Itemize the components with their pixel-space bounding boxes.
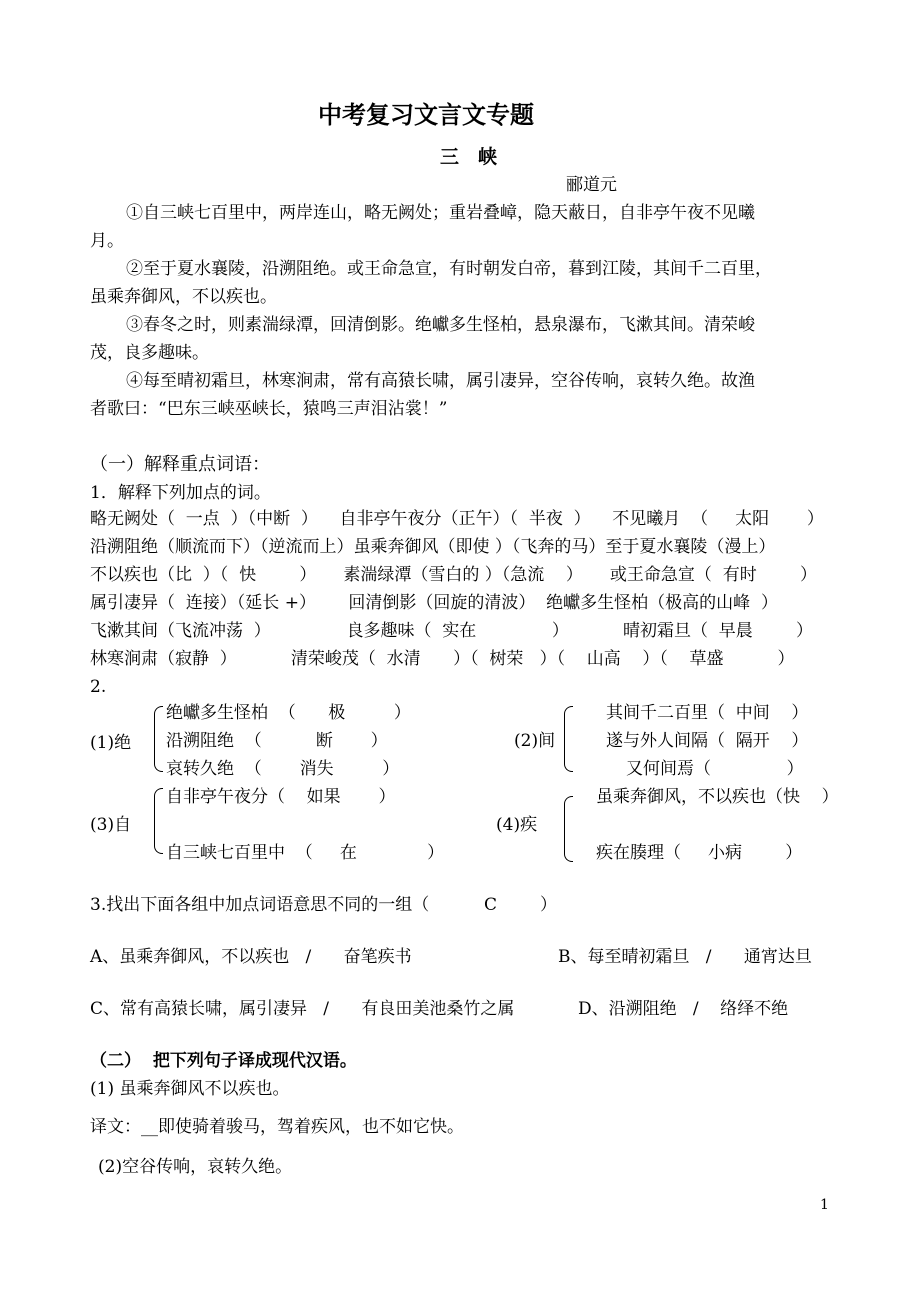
passage-line: ④每至晴初霜旦，林寒涧肃，常有高猿长啸，属引凄异，空谷传响，哀转久绝。故渔: [126, 371, 755, 391]
jue-item: 绝巘多生怪柏 （ 极 ）: [166, 703, 411, 723]
question-3: 3.找出下面各组中加点词语意思不同的一组（: [90, 895, 430, 915]
passage-line: 虽乘奔御风，不以疾也。: [90, 287, 277, 307]
zi-label: (3)自: [90, 815, 132, 835]
vocab-line: 略无阙处（ 一点 ）（中断 ） 自非亭午夜分（正午）（ 半夜 ） 不见曦月 （ 太阳 ）: [90, 509, 824, 529]
option-c: C、常有高猿长啸，属引凄异 / 有良田美池桑竹之属: [90, 999, 515, 1019]
jue-item: 哀转久绝 （ 消失 ）: [166, 759, 400, 779]
ji-brace: [564, 796, 573, 862]
passage-line: ③春冬之时，则素湍绿潭，回清倒影。绝巘多生怪柏，悬泉瀑布，飞漱其间。清荣峻: [126, 315, 755, 335]
passage-line: ②至于夏水襄陵，沿溯阻绝。或王命急宣，有时朝发白帝，暮到江陵，其间千二百里，: [126, 259, 772, 279]
zi-brace: [154, 788, 163, 854]
page-number: 1: [820, 1197, 829, 1213]
author: 郦道元: [566, 175, 617, 195]
question-1: 1．解释下列加点的词。: [90, 483, 271, 503]
sentence-2: (2)空谷传响，哀转久绝。: [98, 1157, 293, 1177]
vocab-line: 不以疾也（比 ）（ 快 ） 素湍绿潭（雪白的 ）（急流 ） 或王命急宣（ 有时 ）: [90, 565, 817, 585]
question-3-answer: C: [484, 895, 498, 915]
zi-item: 自非亭午夜分（ 如果 ）: [166, 787, 396, 807]
jian-brace: [564, 706, 573, 772]
zi-item: 自三峡七百里中 （ 在 ）: [166, 843, 445, 863]
question-2: 2.: [90, 677, 107, 697]
option-b: B、每至晴初霜旦 / 通宵达旦: [558, 947, 812, 967]
option-a: A、虽乘奔御风，不以疾也 / 奋笔疾书: [90, 947, 412, 967]
vocab-line: 属引凄异（ 连接）（延长 +） 回清倒影（回旋的清波） 绝巘多生怪柏（极高的山峰 ）: [90, 593, 778, 613]
ji-item: 虽乘奔御风，不以疾也（快 ）: [596, 787, 839, 807]
section1-heading: （一）解释重点词语：: [90, 454, 270, 475]
question-3-close: ）: [540, 895, 557, 915]
jian-label: (2)间: [514, 731, 556, 751]
jian-item: 遂与外人间隔（ 隔开 ）: [606, 731, 809, 751]
ji-item: 疾在腠理（ 小病 ）: [596, 843, 803, 863]
translation-1: 译文：__即使骑着骏马，驾着疾风，也不如它快。: [90, 1117, 464, 1137]
page-title: 中考复习文言文专题: [318, 100, 534, 129]
jian-item: 又何间焉（ ）: [626, 759, 804, 779]
jian-item: 其间千二百里（ 中间 ）: [606, 703, 809, 723]
jue-brace: [154, 706, 163, 772]
jue-label: (1)绝: [90, 733, 132, 753]
passage-line: 者歌曰：“巴东三峡巫峡长，猿鸣三声泪沾裳！”: [90, 399, 448, 419]
vocab-line: 林寒涧肃（寂静 ） 清荣峻茂（ 水清 ）（ 树荣 ）（ 山高 ）（ 草盛 ）: [90, 649, 795, 669]
passage-title: 三 峡: [440, 146, 498, 168]
section2-heading: （二） 把下列句子译成现代汉语。: [90, 1051, 357, 1071]
vocab-line: 飞漱其间（飞流冲荡 ） 良多趣味（ 实在 ） 晴初霜旦（ 早晨 ）: [90, 621, 813, 641]
vocab-line: 沿溯阻绝（顺流而下）（逆流而上）虽乘奔御风（即使 ）（飞奔的马）至于夏水襄陵（漫上）: [90, 537, 776, 557]
sentence-1: (1) 虽乘奔御风不以疾也。: [90, 1079, 290, 1099]
passage-line: 月。: [90, 231, 124, 251]
passage-line: 茂，良多趣味。: [90, 343, 209, 363]
passage-line: ①自三峡七百里中，两岸连山，略无阙处；重岩叠嶂，隐天蔽日，自非亭午夜不见曦: [126, 203, 755, 223]
ji-label: (4)疾: [496, 815, 538, 835]
jue-item: 沿溯阻绝 （ 断 ）: [166, 731, 388, 751]
option-d: D、沿溯阻绝 / 络绎不绝: [578, 999, 789, 1019]
